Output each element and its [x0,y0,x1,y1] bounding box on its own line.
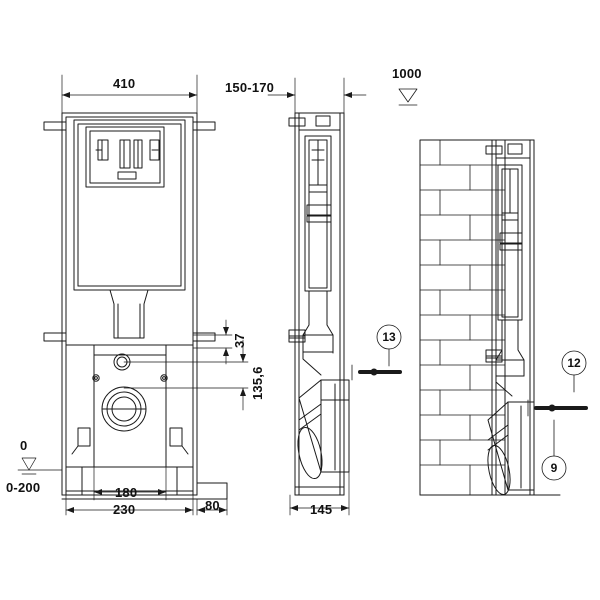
dim-base-80: 80 [205,498,220,513]
dim-offset-37: 37 [232,333,247,348]
balloon-13-label: 13 [382,330,396,344]
front-view-dimensions [18,75,248,515]
side-view-dimensions [268,78,366,515]
dim-front-width: 410 [113,76,136,91]
wall-installation-geometry [420,140,560,497]
dim-height-1000: 1000 [392,66,422,81]
dim-floor-zero: 0 [20,438,28,453]
dim-side-depth: 150-170 [225,80,275,95]
front-view-geometry [44,113,227,499]
dim-side-145: 145 [310,502,333,517]
level-1000-symbol [399,89,417,105]
dim-floor-range: 0-200 [6,480,41,495]
dim-offset-135-6: 135,6 [250,366,265,400]
dim-base-180: 180 [115,485,138,500]
side-view-geometry [289,113,349,495]
balloon-12-label: 12 [567,356,581,370]
balloon-9-label: 9 [550,461,558,475]
dim-base-230: 230 [113,502,136,517]
